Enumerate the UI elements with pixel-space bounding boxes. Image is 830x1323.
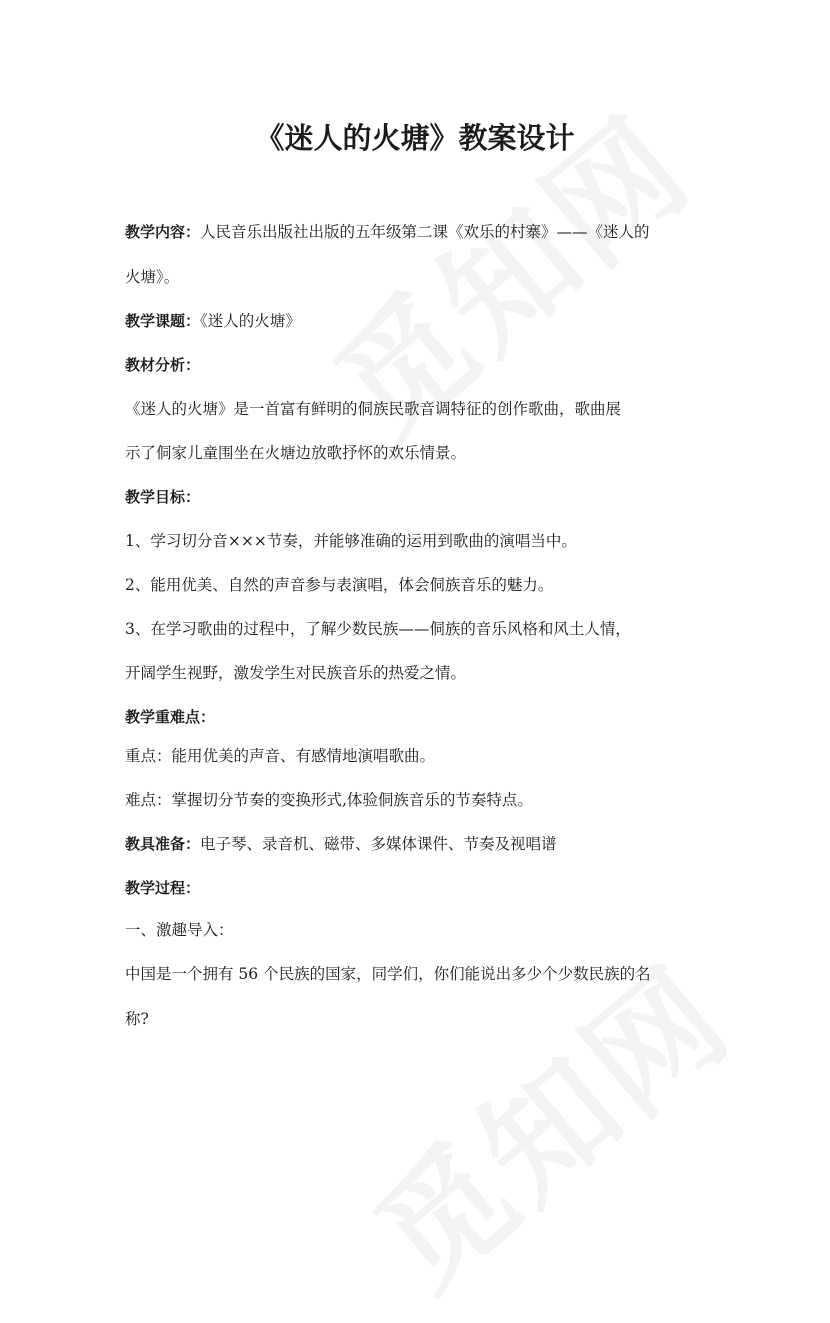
tools-text: 电子琴、录音机、磁带、多媒体课件、节奏及视唱谱 bbox=[200, 835, 557, 853]
process-step: 一、激趣导入： bbox=[125, 921, 234, 939]
analysis-heading: 教材分析： bbox=[125, 356, 201, 374]
process-heading: 教学过程： bbox=[125, 879, 201, 897]
content-text: 人民音乐出版社出版的五年级第二课《欢乐的村寨》——《迷人的 bbox=[200, 223, 650, 241]
process-paragraph: 称? bbox=[125, 1010, 149, 1028]
analysis-text: 示了侗家儿童围坐在火塘边放歌抒怀的欢乐情景。 bbox=[125, 444, 467, 462]
topic-line bbox=[125, 310, 715, 332]
tools-label: 教具准备： bbox=[125, 835, 201, 853]
page-title: 《迷人的火塘》教案设计 bbox=[255, 121, 575, 155]
content-line-2: 火塘》。 bbox=[125, 268, 180, 286]
key-point: 重点：能用优美的声音、有感情地演唱歌曲。 bbox=[125, 747, 436, 765]
goal-item: 2、能用优美、自然的声音参与表演唱，体会侗族音乐的魅力。 bbox=[125, 576, 554, 594]
goals-heading: 教学目标： bbox=[125, 488, 201, 506]
topic-text: 《迷人的火塘》 bbox=[200, 312, 301, 330]
topic-label: 教学课题： bbox=[125, 312, 201, 330]
process-paragraph: 中国是一个拥有 56 个民族的国家，同学们，你们能说出多少个少数民族的名 bbox=[125, 965, 651, 983]
goal-item: 1、学习切分音×××节奏，并能够准确的运用到歌曲的演唱当中。 bbox=[125, 532, 577, 550]
analysis-text: 《迷人的火塘》是一首富有鲜明的侗族民歌音调特征的创作歌曲，歌曲展 bbox=[125, 400, 622, 418]
keypoints-heading: 教学重难点： bbox=[125, 708, 216, 726]
tools-line bbox=[125, 833, 715, 855]
goal-item: 3、在学习歌曲的过程中，了解少数民族——侗族的音乐风格和风土人情， bbox=[125, 620, 631, 638]
difficulty-point: 难点：掌握切分节奏的变换形式,体验侗族音乐的节奏特点。 bbox=[125, 791, 533, 809]
content-line bbox=[125, 221, 715, 243]
goal-item: 开阔学生视野，激发学生对民族音乐的热爱之情。 bbox=[125, 664, 467, 682]
content-label: 教学内容： bbox=[125, 223, 201, 241]
